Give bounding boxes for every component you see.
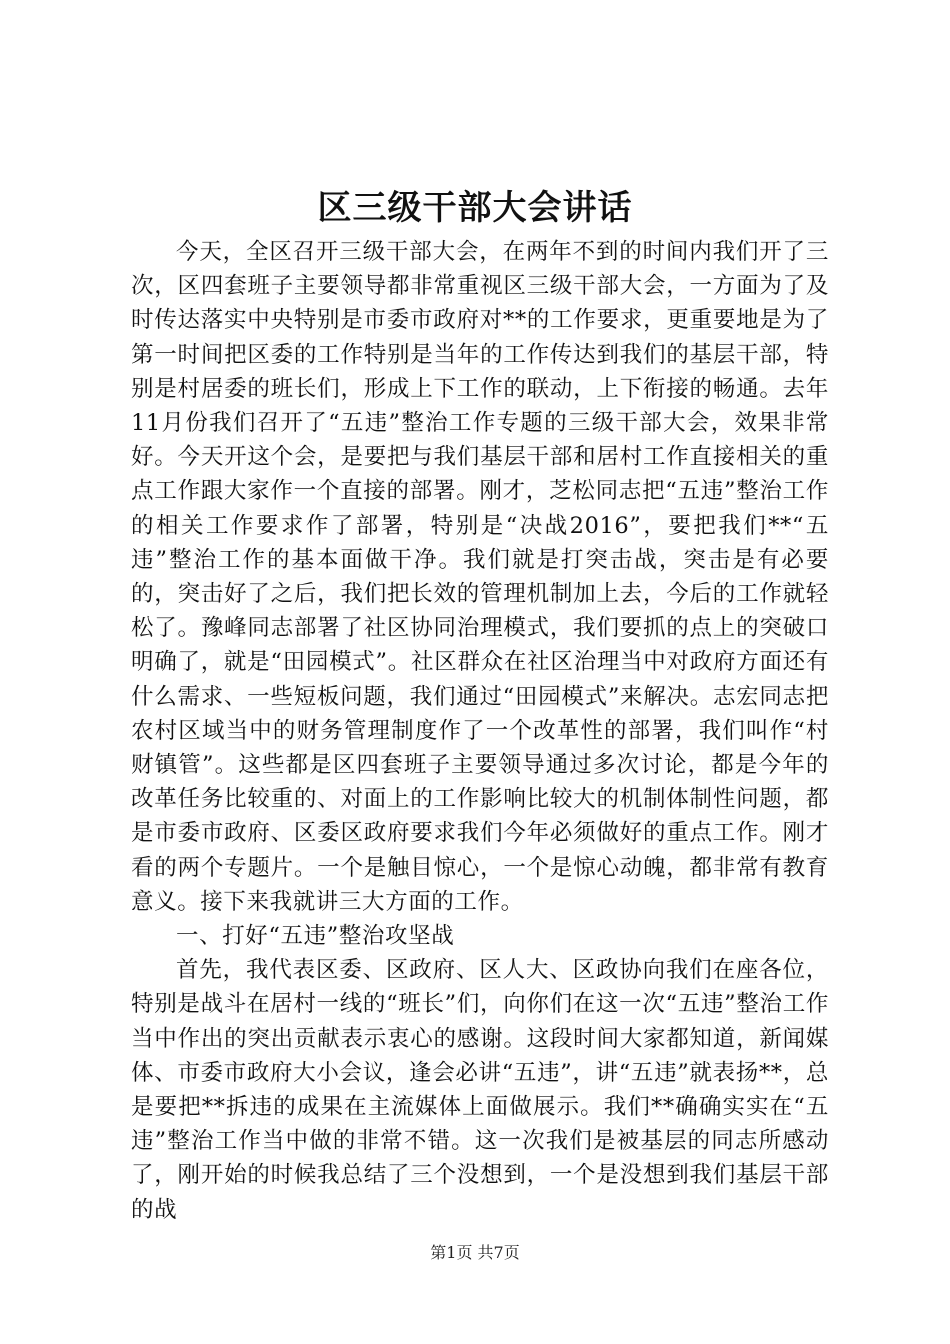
body-paragraph-section-1: 首先，我代表区委、区政府、区人大、区政协向我们在座各位，特别是战斗在居村一线的“班长”们，向你们在这一次“五违”整治工作当中作出的突出贡献表示衷心的感谢。这段时间大家都知道，新闻媒体、市委市政府大小会议，逢会必讲“五违”，讲“五违”就表扬**，总是要把**拆违的成果在主流媒体上面做展示。我们**确确实实在“五违”整治工作当中做的非常不错。这一次我们是被基层的同志所感动了，刚开始的时候我总结了三个没想到，一个是没想到我们基层干部的战 bbox=[131, 957, 829, 1223]
section-heading-1: 一、打好“五违”整治攻坚战 bbox=[176, 923, 455, 950]
body-paragraph-intro: 今天，全区召开三级干部大会，在两年不到的时间内我们开了三次，区四套班子主要领导都非常重视区三级干部大会，一方面为了及时传达落实中央特别是市委市政府对**的工作要求，更重要地是为了第一时间把区委的工作特别是当年的工作传达到我们的基层干部，特别是村居委的班长们，形成上下工作的联动，上下衔接的畅通。去年11月份我们召开了“五违”整治工作专题的三级干部大会，效果非常好。今天开这个会，是要把与我们基层干部和居村工作直接相关的重点工作跟大家作一个直接的部署。刚才，芝松同志把“五违”整治工作的相关工作要求作了部署，特别是“决战2016”，要把我们**“五违”整治工作的基本面做干净。我们就是打突击战，突击是有必要的，突击好了之后，我们把长效的管理机制加上去，今后的工作就轻松了。豫峰同志部署了社区协同治理模式，我们要抓的点上的突破口明确了，就是“田园模式”。社区群众在社区治理当中对政府方面还有什么需求、一些短板问题，我们通过“田园模式”来解决。志宏同志把农村区域当中的财务管理制度作了一个改革性的部署，我们叫作“村财镇管”。这些都是区四套班子主要领导通过多次讨论，都是今年的改革任务比较重的、对面上的工作影响比较大的机制体制性问题，都是市委市政府、区委区政府要求我们今年必须做好的重点工作。刚才看的两个专题片。一个是触目惊心，一个是惊心动魄，都非常有教育意义。接下来我就讲三大方面的工作。 bbox=[131, 239, 829, 915]
page-footer: 第1页 共7页 bbox=[430, 1243, 520, 1262]
document-body bbox=[131, 235, 829, 1227]
document-title: 区三级干部大会讲话 bbox=[317, 188, 633, 228]
